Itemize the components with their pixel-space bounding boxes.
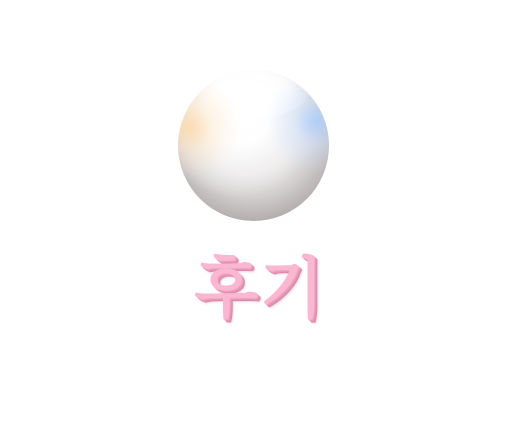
sphere-cool-rim [178,70,329,221]
sphere-icon [178,70,329,221]
page-title: 후기 [194,250,326,327]
